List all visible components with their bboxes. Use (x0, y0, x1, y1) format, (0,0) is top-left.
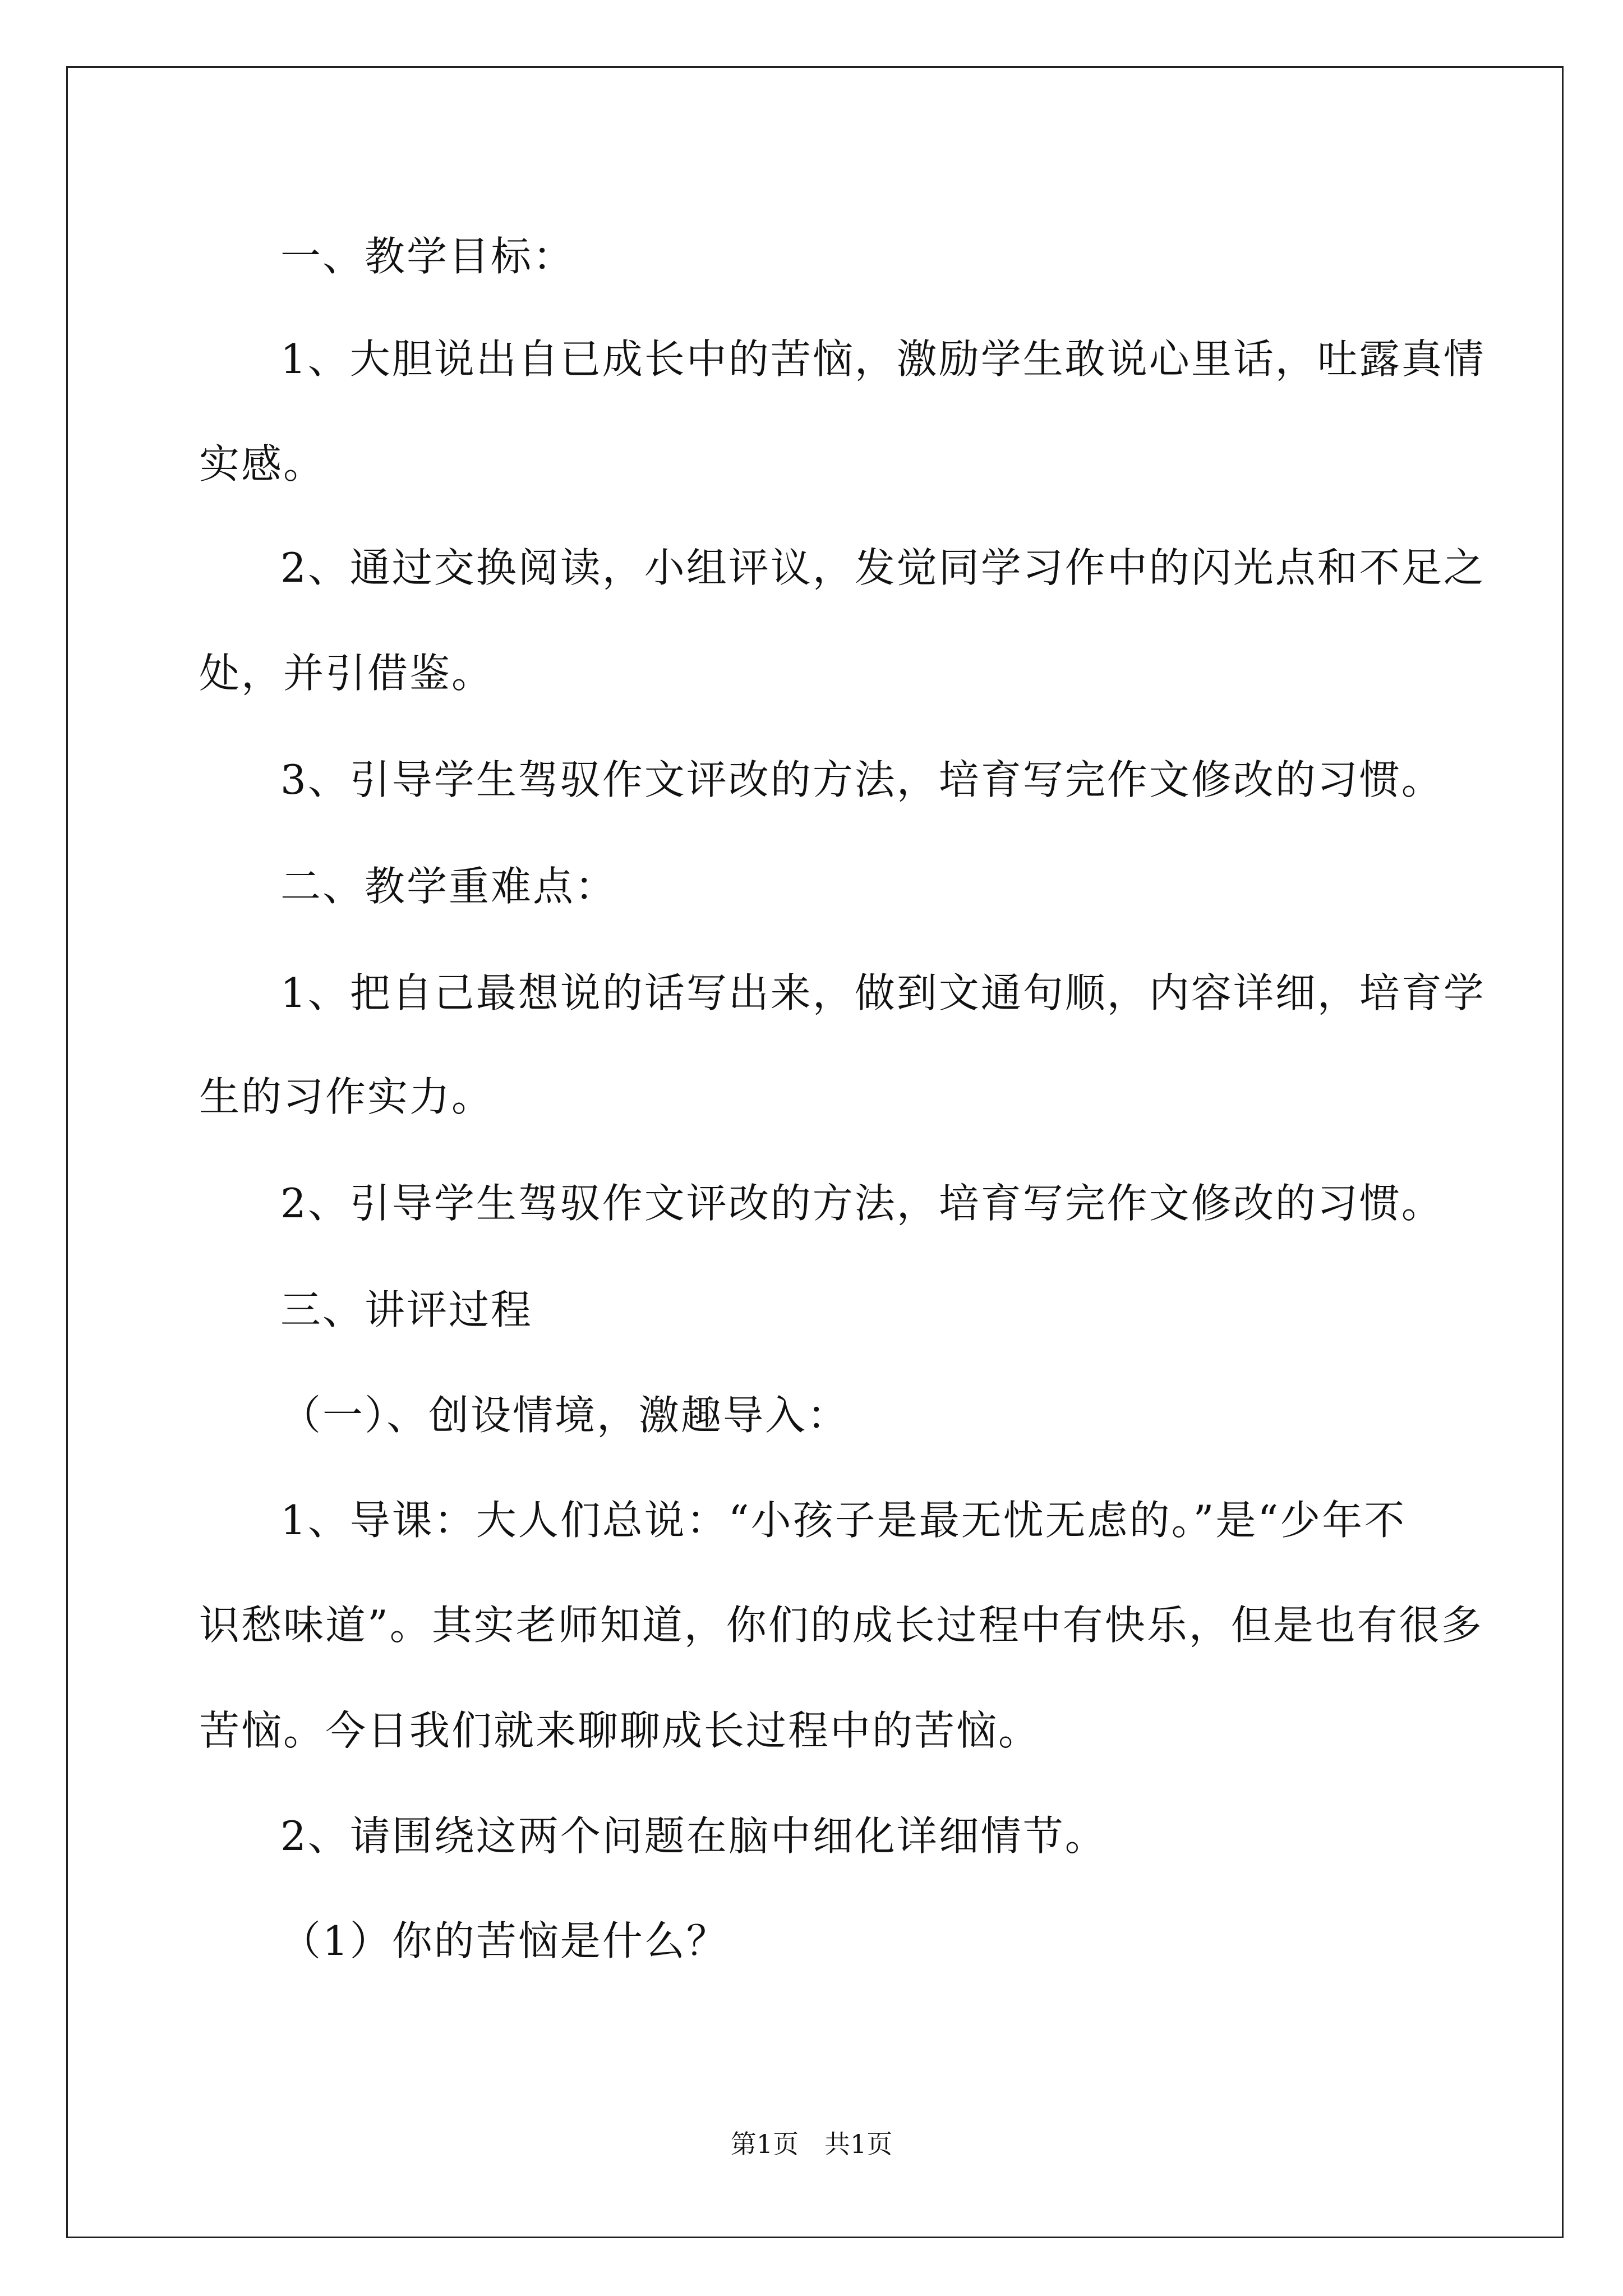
paragraph-line: 2、请围绕这两个问题在脑中细化详细情节。 (280, 1812, 1107, 1860)
paragraph-line: 2、引导学生驾驭作文评改的方法，培育写完作文修改的习惯。 (280, 1180, 1444, 1227)
paragraph-line: 1、导课：大人们总说：“小孩子是最无忧无虑的。”是“少年不 (280, 1497, 1407, 1544)
paragraph-line: 实感。 (199, 440, 326, 487)
paragraph-line: 生的习作实力。 (199, 1073, 494, 1120)
paragraph-line: 2、通过交换阅读，小组评议，发觉同学习作中的闪光点和不足之 (280, 544, 1486, 591)
heading-teaching-goals: 一、教学目标： (280, 233, 575, 280)
paragraph-line: 1、把自己最想说的话写出来，做到文通句顺，内容详细，培育学 (280, 969, 1486, 1016)
paragraph-line: 1、大胆说出自已成长中的苦恼，激励学生敢说心里话，吐露真情 (280, 335, 1486, 383)
paragraph-line: 识愁味道”。其实老师知道，你们的成长过程中有快乐，但是也有很多 (199, 1602, 1483, 1649)
paragraph-line: 苦恼。今日我们就来聊聊成长过程中的苦恼。 (199, 1707, 1041, 1754)
page-border (66, 66, 1564, 2238)
paragraph-line: 3、引导学生驾驭作文评改的方法，培育写完作文修改的习惯。 (280, 756, 1444, 803)
heading-key-points: 二、教学重难点： (280, 863, 617, 910)
heading-process: 三、讲评过程 (280, 1286, 533, 1333)
paragraph-line: 处，并引借鉴。 (199, 650, 494, 697)
question-line: （1）你的苦恼是什么？ (280, 1917, 728, 1964)
page-number-footer: 第1页 共1页 (730, 2129, 893, 2159)
subheading-intro: （一）、创设情境，激趣导入： (280, 1392, 850, 1439)
